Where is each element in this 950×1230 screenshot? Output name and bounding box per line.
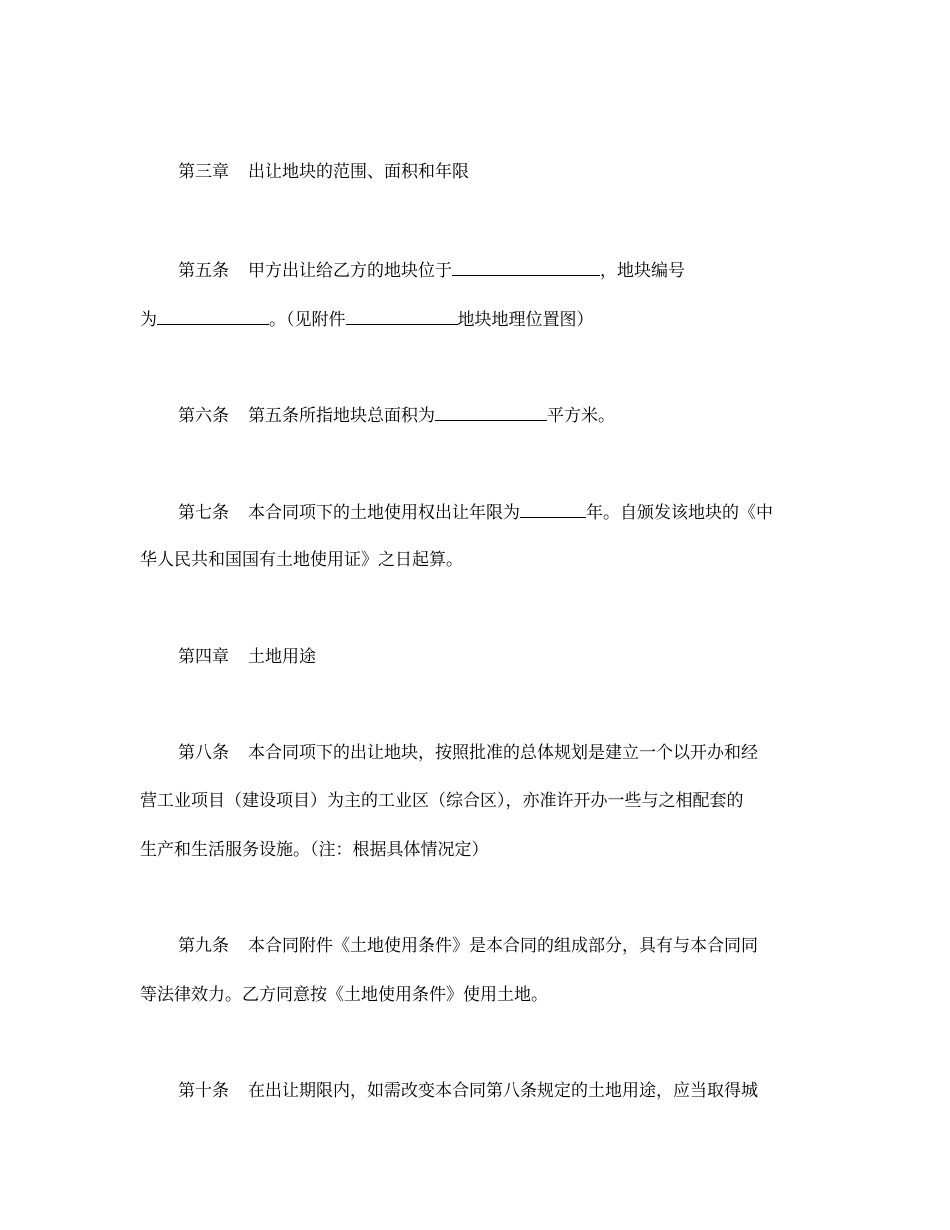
years-blank[interactable] bbox=[520, 500, 586, 518]
article-5-text-d: 。（见附件 bbox=[269, 310, 346, 330]
article-6-line-1 bbox=[178, 403, 615, 427]
chapter-4-title: 土地用途 bbox=[248, 647, 316, 667]
article-6-text-a: 第五条所指地块总面积为 bbox=[248, 406, 435, 426]
article-10-line-1 bbox=[178, 1079, 758, 1103]
article-6-text-b: 平方米。 bbox=[547, 406, 615, 426]
location-blank[interactable] bbox=[452, 258, 600, 276]
article-8-text-1: 本合同项下的出让地块，按照批准的总体规划是建立一个以开办和经 bbox=[248, 743, 758, 763]
article-7-text-b: 年。自颁发该地块的《中 bbox=[586, 503, 773, 523]
article-10-text-1: 在出让期限内，如需改变本合同第八条规定的土地用途，应当取得城 bbox=[248, 1081, 758, 1101]
article-8-line-2: 营工业项目（建设项目）为主的工业区（综合区），亦准许开办一些与之相配套的 bbox=[140, 791, 744, 811]
article-5-line-2 bbox=[140, 307, 594, 331]
article-7-line-1 bbox=[178, 500, 773, 524]
article-5-line-1 bbox=[178, 258, 685, 282]
article-9-label: 第九条 bbox=[178, 936, 229, 956]
article-9-line-1 bbox=[178, 934, 758, 958]
article-9-line-2: 等法律效力。乙方同意按《土地使用条件》使用土地。 bbox=[140, 985, 548, 1005]
article-7-label: 第七条 bbox=[178, 503, 229, 523]
article-8-line-3: 生产和生活服务设施。（注：根据具体情况定） bbox=[140, 840, 489, 860]
article-5-label: 第五条 bbox=[178, 261, 229, 281]
article-9-text-1: 本合同附件《土地使用条件》是本合同的组成部分，具有与本合同同 bbox=[248, 936, 758, 956]
chapter-3-label: 第三章 bbox=[178, 162, 229, 182]
article-7-line-2: 华人民共和国国有土地使用证》之日起算。 bbox=[140, 550, 463, 570]
article-5-text-a: 甲方出让给乙方的地块位于 bbox=[248, 261, 452, 281]
article-5-text-c: 为 bbox=[140, 310, 157, 330]
article-8-label: 第八条 bbox=[178, 743, 229, 763]
parcel-number-blank[interactable] bbox=[157, 307, 269, 325]
article-6-label: 第六条 bbox=[178, 406, 229, 426]
chapter-4-label: 第四章 bbox=[178, 647, 229, 667]
area-blank[interactable] bbox=[435, 403, 547, 421]
article-7-text-a: 本合同项下的土地使用权出让年限为 bbox=[248, 503, 520, 523]
chapter-4-heading bbox=[178, 645, 316, 669]
article-10-label: 第十条 bbox=[178, 1081, 229, 1101]
article-5-text-b: ，地块编号 bbox=[600, 261, 685, 281]
article-8-line-1 bbox=[178, 741, 758, 765]
chapter-3-heading bbox=[178, 160, 469, 184]
chapter-3-title: 出让地块的范围、面积和年限 bbox=[248, 162, 469, 182]
attachment-number-blank[interactable] bbox=[346, 307, 458, 325]
article-5-text-e: 地块地理位置图） bbox=[457, 310, 594, 330]
